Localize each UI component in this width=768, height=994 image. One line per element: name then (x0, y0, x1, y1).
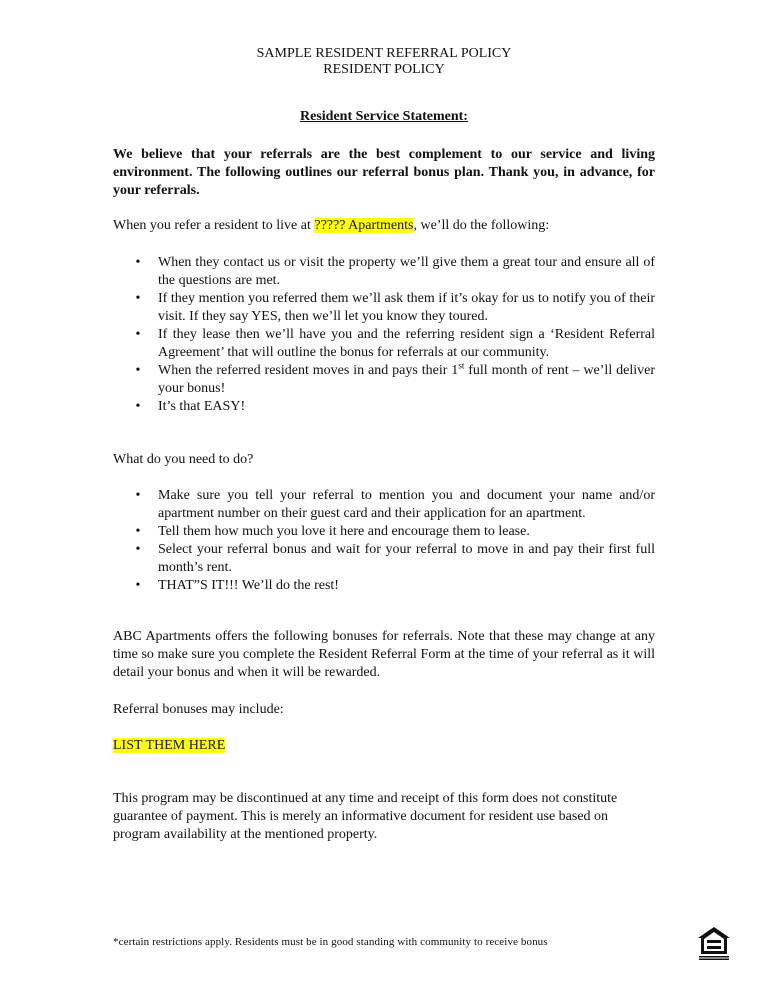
refer-sentence-end: , we’ll do the following: (413, 218, 550, 233)
list-item: • If they lease then we’ll have you and the referring resident sign a ‘Resident Referral Agreement’ that will outline the bonus for referrals at our community. (132, 326, 655, 362)
resident-actions-list (132, 487, 655, 595)
bullet-icon: • (135, 542, 141, 557)
bonus-list-placeholder: LIST THEM HERE (113, 738, 226, 753)
list-item: • THAT”S IT!!! We’ll do the rest! (132, 577, 655, 595)
bullet-icon: • (135, 291, 141, 306)
referral-steps-list (132, 254, 655, 416)
list-item: • When the referred resident moves in and pays their 1st full month of rent – we’ll deliver your bonus! (132, 362, 655, 398)
list-item: • When they contact us or visit the property we’ll give them a great tour and ensure all of the questions are met. (132, 254, 655, 290)
bonuses-label: Referral bonuses may include: (113, 702, 284, 717)
document-title: SAMPLE RESIDENT REFERRAL POLICY (256, 46, 512, 61)
what-to-do-heading: What do you need to do? (113, 452, 254, 467)
bonus-offers-paragraph: ABC Apartments offers the following bonuses for referrals. Note that these may change at any time so make sure you complete the Resident Referral Form at the time of your referral as it will detail your bonus and when it will be rewarded. (113, 629, 655, 680)
bullet-icon: • (135, 399, 141, 414)
bullet-icon: • (135, 488, 141, 503)
bullet-icon: • (135, 578, 141, 593)
document-subtitle: RESIDENT POLICY (323, 62, 445, 77)
refer-sentence (113, 217, 655, 235)
disclaimer-paragraph: This program may be discontinued at any time and receipt of this form does not constitute guarantee of payment. This is merely an informative document for resident use based on program availability at the mentioned property. (113, 791, 618, 842)
list-item: • Make sure you tell your referral to mention you and document your name and/or apartment number on their guest card and their application for an apartment. (132, 487, 655, 523)
list-item: • It’s that EASY! (132, 398, 655, 416)
equal-housing-opportunity-icon (696, 925, 732, 961)
footer-note: *certain restrictions apply. Residents must be in good standing with community to receive bonus (113, 936, 548, 948)
bullet-icon: • (135, 524, 141, 539)
section-title: Resident Service Statement: (300, 109, 468, 124)
refer-sentence-start: When you refer a resident to live at (113, 218, 315, 233)
list-item: • Select your referral bonus and wait for your referral to move in and pay their first full month’s rent. (132, 541, 655, 577)
bullet-icon: • (135, 327, 141, 342)
intro-statement: We believe that your referrals are the best complement to our service and living environment. The following outlines our referral bonus plan. Thank you, in advance, for your referrals. (113, 147, 655, 198)
list-item: • If they mention you referred them we’ll ask them if it’s okay for us to notify you of their visit. If they say YES, then we’ll let you know they toured. (132, 290, 655, 326)
superscript: st (458, 360, 465, 371)
list-item: • Tell them how much you love it here and encourage them to lease. (132, 523, 655, 541)
bullet-icon: • (135, 363, 141, 378)
bullet-icon: • (135, 255, 141, 270)
apartment-name-placeholder: ????? Apartments (314, 218, 414, 233)
